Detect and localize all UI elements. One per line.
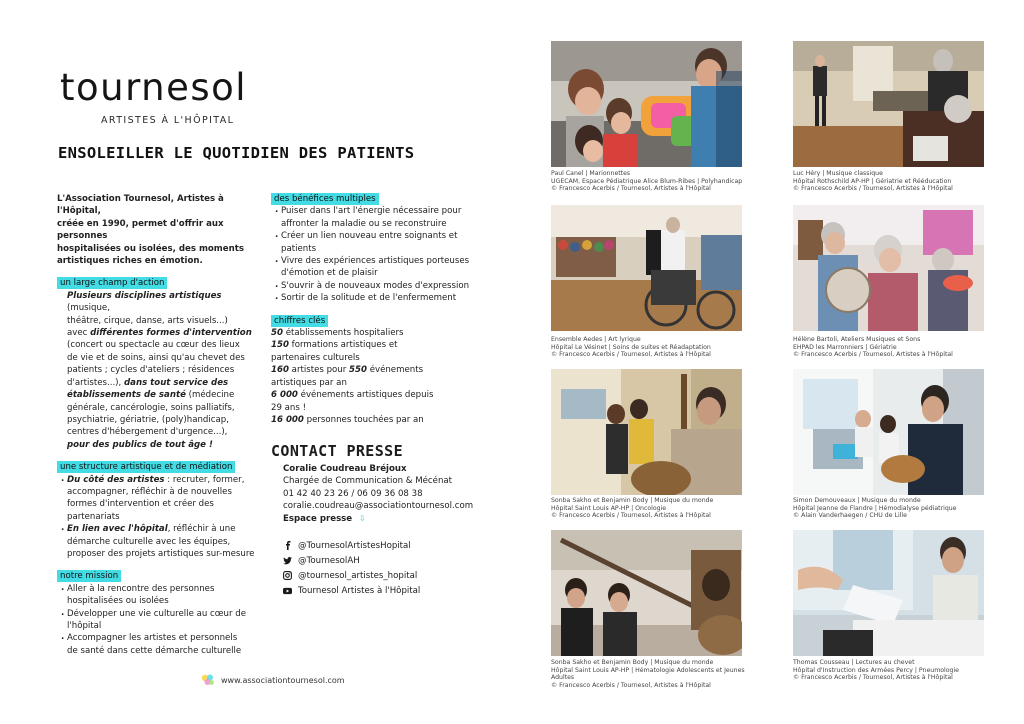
text-line: proposer des projets artistiques sur-mesure [67,548,255,559]
list-item [281,292,471,304]
text-line: théâtre, cirque, danse, arts visuels...) [67,315,228,326]
text-line: affronter la maladie ou se reconstruire [281,218,447,229]
caption-line: Luc Héry | Musique classique [793,170,883,177]
stat-text: partenaires culturels [271,352,360,363]
section-title-chiffres: chiffres clés [271,315,328,327]
website-link[interactable]: www.associationtournesol.com [221,676,345,685]
text-span: (musique, [67,303,110,314]
caption-line: © Francesco Acerbis / Tournesol, Artistes à l'Hôpital [551,351,711,359]
photo-lectures-au-chevet [793,530,984,656]
facebook-icon [283,541,292,550]
caption-line: Sonba Sakho et Benjamin Body | Musique du monde [551,497,714,504]
caption-line: Sonba Sakho et Benjamin Body | Musique du monde [551,659,714,666]
photo-caption [551,170,746,193]
social-list [283,538,420,598]
text-line: formes d'intervention et créer des [67,499,214,510]
caption-line: © Francesco Acerbis / Tournesol, Artistes à l'Hôpital [793,674,953,682]
caption-line: © Francesco Acerbis / Tournesol, Artistes à l'Hôpital [551,185,711,193]
photo-caption [793,336,988,359]
text-line: de vie et de soins, ainsi qu'au chevet des [67,352,245,363]
text-span: : recruter, former, [164,474,245,485]
sunflower-icon [200,672,216,686]
intro-paragraph [57,193,257,267]
text-line: . Puiser dans l'art l'énergie nécessaire pour [281,206,462,217]
photo-hemodialyse [793,369,984,495]
social-label: Tournesol Artistes à l'Hôpital [298,585,421,596]
caption-line: Simon Demouveaux | Musique du monde [793,497,921,504]
stat-number: 50 [271,328,283,339]
caption-line: Thomas Cousseau | Lectures au chevet [793,659,915,666]
youtube-icon [283,586,292,595]
caption-line: EHPAD les Marronniers | Gériatrie [793,343,897,351]
caption-line: Adultes [551,674,575,682]
stat-text: événements [366,365,424,376]
stat-number: 150 [271,340,289,351]
text-span: En lien avec l'hôpital [67,524,168,535]
twitter-icon [283,556,292,565]
section-title-mission: notre mission [57,570,121,582]
photo-caption [551,497,746,520]
text-line: (concert ou spectacle au cœur des lieux [67,340,240,351]
photo-caption [793,659,988,682]
list-item [67,474,257,524]
caption-line: Hôpital Rothschild AP-HP | Gériatrie et Rééducation [793,177,952,185]
contact-phone: 01 42 40 23 26 / 06 09 36 08 38 [283,488,423,499]
contact-role: Chargée de Communication & Mécénat [283,476,453,487]
press-space-link[interactable] [283,513,483,525]
mission-list [57,583,257,657]
text-line: . Vivre des expériences artistiques porteuses [281,256,470,267]
photo-caption [793,497,988,520]
stat-number: 6 000 [271,390,298,401]
text-line: . Accompagner les artistes et personnels [67,633,238,644]
caption-line: © Francesco Acerbis / Tournesol, Artistes à l'Hôpital [793,185,953,193]
social-label: @TournesolAH [298,555,360,566]
text-span: Du côté des artistes [67,474,165,485]
section-title-structure: une structure artistique et de médiation [57,461,235,473]
stat-text: formations artistiques et [288,340,398,351]
social-instagram-link[interactable] [283,568,420,583]
photo-marionnettes [551,41,742,167]
stat-text: artistes pour [288,365,350,376]
middle-column [271,193,471,426]
caption-line: © Francesco Acerbis / Tournesol, Artistes à l'Hôpital [551,512,711,520]
photo-hematologie [551,530,742,656]
list-item [67,523,257,560]
text-span: d'artistes...), [67,377,124,388]
text-span: Plusieurs disciplines artistiques [67,290,222,301]
structure-list [57,474,257,561]
text-line: accompagner, réfléchir à de nouvelles [67,486,232,497]
contact-name: Coralie Coudreau Bréjoux [283,464,407,474]
intro-line: hospitalisées ou isolées, des moments [57,243,244,254]
photo-caption [551,336,746,359]
caption-line: © Alain Vanderhaegen / CHU de Lille [793,512,907,520]
photo-musique-classique [793,41,984,167]
section-structure [57,461,257,560]
photo-caption [793,170,988,193]
instagram-icon [283,571,292,580]
stat-number: 160 [271,365,289,376]
contact-email-link[interactable]: coralie.coudreau@associationtournesol.com [283,501,474,512]
caption-line: © Francesco Acerbis / Tournesol, Artistes à l'Hôpital [551,681,711,689]
social-youtube-link[interactable] [283,583,420,598]
champ-body [57,290,257,451]
social-label: @tournesol_artistes_hopital [298,570,418,581]
text-line: . Créer un lien nouveau entre soignants et [281,231,458,242]
logo-tagline: ARTISTES À L'HÔPITAL [101,115,235,126]
list-item [67,583,257,608]
section-mission [57,570,257,657]
section-chiffres [271,315,471,427]
list-item [281,255,471,280]
list-item [281,205,471,230]
photo-art-lyrique [551,205,742,331]
photo-musique-du-monde-oncologie [551,369,742,495]
text-line: pour des publics de tout âge ! [67,439,213,450]
caption-line: Hôpital d'Instruction des Armées Percy | Pneumologie [793,666,959,674]
section-title-champ: un large champ d'action [57,277,167,289]
stat-text: établissements hospitaliers [282,328,404,339]
caption-line: Hôpital Le Vésinet | Soins de suites et Réadaptation [551,343,711,351]
caption-line: © Francesco Acerbis / Tournesol, Artistes à l'Hôpital [793,351,953,359]
text-span: (médecine [185,390,235,401]
stat-number: 16 000 [271,414,304,425]
caption-line: Paul Canel | Marionnettes [551,170,631,177]
text-span: avec [67,328,91,339]
text-line: . Développer une vie culturelle au cœur de [67,608,247,619]
press-space-label: Espace presse [283,513,353,524]
intro-line: artistiques riches en émotion. [57,256,203,267]
caption-line: Hôpital Saint Louis AP-HP | Hématologie Adolescents et Jeunes [551,666,745,674]
list-item [67,608,257,633]
section-champ [57,277,257,451]
text-line: psychiatrie, gériatrie, (poly)handicap, [67,414,229,425]
page-title: ENSOLEILLER LE QUOTIDIEN DES PATIENTS [58,144,415,162]
stat-text: événements artistiques depuis [297,390,434,401]
intro-line: L'Association Tournesol, Artistes à l'Hôpital, [57,194,224,217]
section-title-benefices: des bénéfices multiples [271,193,379,205]
social-facebook-link[interactable] [283,538,420,553]
logo-wordmark: tournesol [60,66,248,109]
photo-ateliers-musique [793,205,984,331]
stat-text: personnes touchées par an [303,414,424,425]
chiffres-body [271,327,471,426]
left-column [57,193,257,657]
text-span: , réfléchir à une [167,524,236,535]
download-arrow-icon: ⇩ [358,513,366,523]
photo-caption [551,659,746,689]
text-line: générale, cancérologie, soins palliatifs, [67,402,235,413]
text-line: patients ; cycles d'ateliers ; résidences [67,365,235,376]
text-span: établissements de santé [67,390,186,401]
text-line: partenariats [67,511,120,522]
text-line: hospitalisées ou isolées [67,596,169,607]
text-span: dans tout service des [124,377,229,388]
intro-line: créée en 1990, permet d'offrir aux personnes [57,218,224,242]
caption-line: Hôpital Saint Louis AP-HP | Oncologie [551,504,667,512]
benefices-list [271,205,471,304]
list-item [281,230,471,255]
text-line: centres d'hébergement d'urgence...), [67,427,228,438]
text-line: d'émotion et de plaisir [281,268,378,279]
caption-line: Hôpital Jeanne de Flandre | Hémodialyse pédiatrique [793,504,957,512]
text-line: de santé dans cette démarche culturelle [67,645,242,656]
stat-text: artistiques par an [271,377,347,388]
list-item [281,280,471,292]
social-label: @TournesolArtistesHopital [298,540,411,551]
stat-number: 550 [349,365,367,376]
caption-line: Ensemble Aedes | Art lyrique [551,336,641,343]
social-twitter-link[interactable] [283,553,420,568]
caption-line: UGECAM, Espace Pédiatrique Alice Blum-Ribes | Polyhandicap [551,177,743,185]
text-line: . S'ouvrir à de nouveaux modes d'expression [281,280,470,291]
text-line: l'hôpital [67,621,102,631]
text-line: démarche culturelle avec les équipes, [67,536,231,547]
contact-title: CONTACT PRESSE [271,442,404,460]
text-line: . Aller à la rencontre des personnes [67,583,215,594]
stat-text: 29 ans ! [271,402,307,413]
text-line: . Sortir de la solitude et de l'enfermement [281,293,457,304]
list-item [67,632,257,657]
text-line: patients [281,243,317,254]
caption-line: Hélène Bartoli, Ateliers Musiques et Sons [793,336,921,343]
text-span: différentes formes d'intervention [90,328,252,339]
contact-block [283,463,483,525]
